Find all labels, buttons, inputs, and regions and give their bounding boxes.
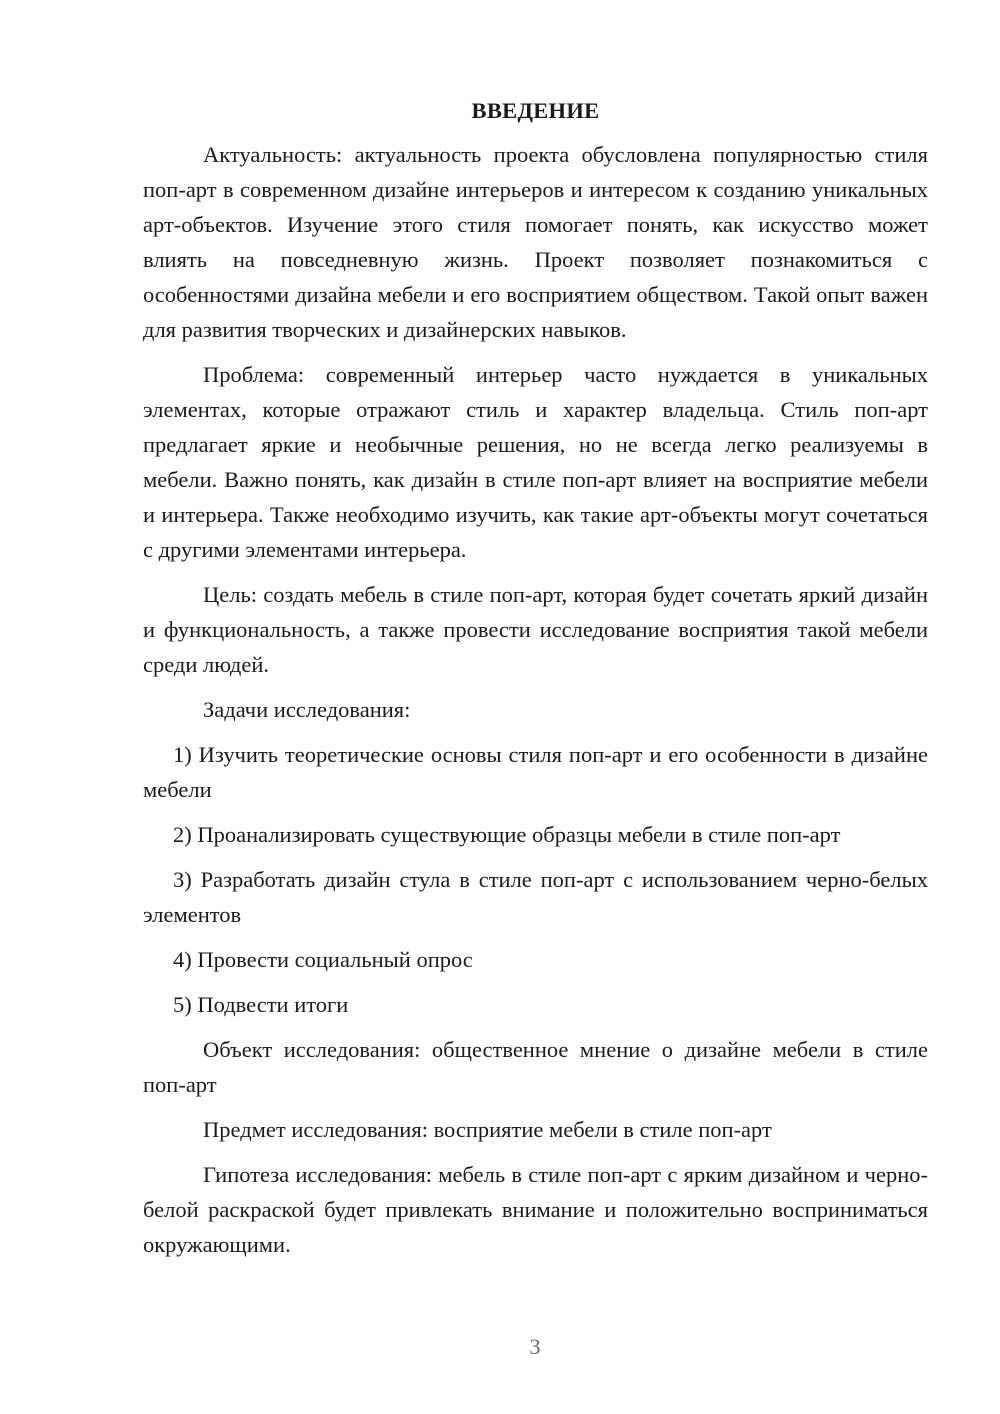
list-item: 4) Провести социальный опрос: [173, 947, 473, 972]
list-item: 2) Проанализировать существующие образцы мебели в стиле поп-арт: [173, 822, 841, 847]
tasks-heading: Задачи исследования:: [203, 697, 411, 722]
paragraph-problem: Проблема: современный интерьер часто нуждается в уникальных элементах, которые отражают стиль и характер владельца. Стиль поп-арт предлагает яркие и необычные решения, но не всегда легко реализуемы в мебели. Важно понять, как дизайн в стиле поп-арт влияет на восприятие мебели и интерьера. Также необходимо изучить, как такие арт-объекты могут сочетаться с другими элементами интерьера.: [143, 362, 928, 562]
list-item: 5) Подвести итоги: [173, 992, 349, 1017]
list-item: 3) Разработать дизайн стула в стиле поп-арт с использованием черно-белых элементов: [143, 867, 928, 927]
paragraph-hypothesis: Гипотеза исследования: мебель в стиле поп-арт с ярким дизайном и черно-белой раскраской будет привлекать внимание и положительно восприниматься окружающими.: [143, 1162, 928, 1257]
paragraph-subject: Предмет исследования: восприятие мебели в стиле поп-арт: [203, 1117, 772, 1142]
page-title: ВВЕДЕНИЕ: [471, 98, 600, 123]
page-number: 3: [529, 1334, 541, 1359]
list-item: 1) Изучить теоретические основы стиля поп-арт и его особенности в дизайне мебели: [143, 742, 928, 802]
paragraph-goal: Цель: создать мебель в стиле поп-арт, которая будет сочетать яркий дизайн и функциональность, а также провести исследование восприятия такой мебели среди людей.: [143, 582, 928, 677]
paragraph-object: Объект исследования: общественное мнение о дизайне мебели в стиле поп-арт: [143, 1037, 928, 1097]
tasks-list: [143, 737, 928, 1022]
paragraph-relevance: Актуальность: актуальность проекта обусловлена популярностью стиля поп-арт в современном дизайне интерьеров и интересом к созданию уникальных арт-объектов. Изучение этого стиля помогает понять, как искусство может влиять на повседневную жизнь. Проект позволяет познакомиться с особенностями дизайна мебели и его восприятием обществом. Такой опыт важен для развития творческих и дизайнерских навыков.: [143, 142, 928, 342]
document-page: [143, 95, 928, 1262]
